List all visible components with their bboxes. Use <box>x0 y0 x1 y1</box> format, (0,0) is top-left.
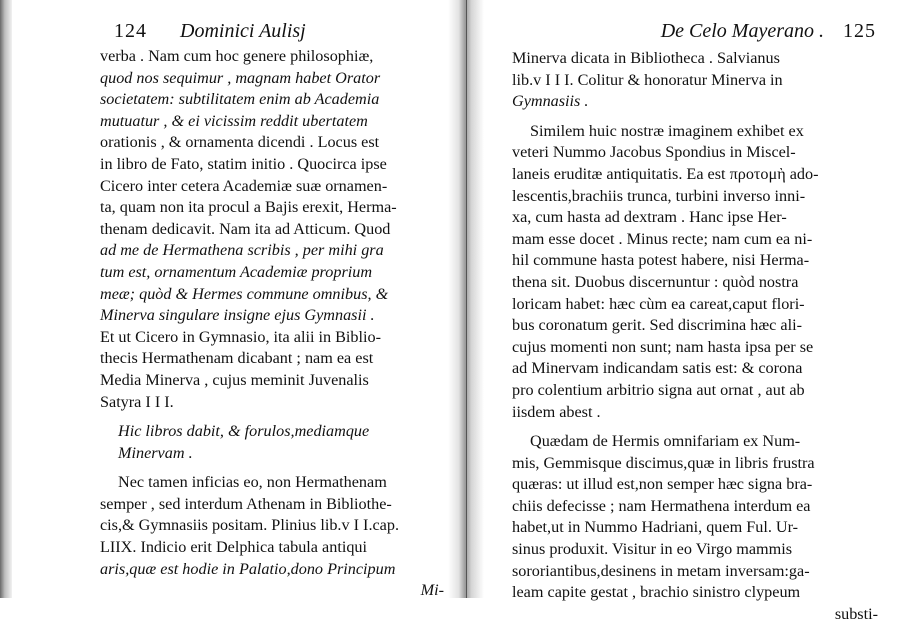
text-line: leam capite gestat , brachio sinistro clypeum <box>512 583 801 602</box>
text-line: Minervam . <box>118 443 193 462</box>
text-line: Minerva singulare insigne ejus Gymnasii . <box>100 306 375 325</box>
text-line: Gymnasiis . <box>512 92 589 111</box>
text-line: societatem: subtilitatem enim ab Academia <box>100 90 380 109</box>
text-line: sororiantibus,desinens in metam inversam:ga- <box>512 561 810 580</box>
text-line: chiis defecisse ; nam Hermathena interdum ea <box>512 496 811 515</box>
text-line: verba . Nam cum hoc genere philosophiæ, <box>100 47 374 65</box>
text-line: ta, quam non ita procul a Bajis erexit, Herma- <box>100 198 397 217</box>
left-running-title: Dominici Aulisj <box>180 20 306 42</box>
text-line: orationis , & ornamenta dicendi . Locus est <box>100 133 380 152</box>
text-line: meæ; quòd & Hermes commune omnibus, & <box>100 284 389 303</box>
text-line: iisdem abest . <box>512 402 601 421</box>
text-line: aris,quæ est hodie in Palatio,dono Principum <box>100 559 396 578</box>
text-line: thena sit. Duobus discernuntur : quòd nostra <box>512 272 799 291</box>
text-line: Cicero inter cetera Academiæ suæ ornamen- <box>100 176 388 195</box>
left-page-text <box>100 46 450 602</box>
text-line: Et ut Cicero in Gymnasio, ita alii in Biblio- <box>100 327 381 346</box>
right-running-title: De Celo Mayerano . <box>660 20 824 42</box>
text-line: Minerva dicata in Bibliotheca . Salvianus <box>512 49 780 67</box>
text-line: xa, cum hasta ad dextram . Hanc ipse Her- <box>512 208 787 227</box>
text-line: lescentis,brachiis trunca, turbini inverso inni- <box>512 186 806 205</box>
text-line: ad me de Hermathena scribis , per mihi gra <box>100 241 384 260</box>
text-line: cis,& Gymnasiis positam. Plinius lib.v I I.cap. <box>100 516 400 535</box>
text-line: thecis Hermathenam dicabant ; nam ea est <box>100 349 374 368</box>
text-line: substi- <box>834 604 878 623</box>
gutter-fold-line <box>466 0 467 598</box>
text-line: Similem huic nostræ imaginem exhibet ex <box>530 121 804 140</box>
text-line: lib.v I I I. Colitur & honoratur Minerva in <box>512 70 783 89</box>
text-line: bus coronatum gerit. Sed discrimina hæc ali- <box>512 316 802 335</box>
text-line: mutuatur , & ei vicissim reddit ubertatem <box>100 111 368 130</box>
left-page-edge <box>0 0 12 598</box>
right-page-number: 125 <box>843 20 876 42</box>
text-line: semper , sed interdum Athenam in Bibliothe- <box>100 494 392 513</box>
text-line: loricam habet: hæc cùm ea careat,caput flori- <box>512 294 805 313</box>
text-line: tum est, ornamentum Academiæ proprium <box>100 262 373 281</box>
text-line: pro colentium arbitrio signa aut ornat , aut ab <box>512 380 805 399</box>
left-page-number: 124 <box>114 20 147 42</box>
text-line: mam esse docet . Minus recte; nam cum ea ni- <box>512 229 813 248</box>
text-line: thenam dedicavit. Nam ita ad Atticum. Quod <box>100 219 391 238</box>
right-running-head <box>512 18 884 44</box>
text-line: sinus produxit. Visitur in eo Virgo mammis <box>512 540 792 559</box>
text-line: habet,ut in Nummo Hadriani, quem Ful. Ur- <box>512 518 799 537</box>
text-line: Quædam de Hermis omnifariam ex Num- <box>530 432 801 451</box>
text-line: Hic libros dabit, & forulos,mediamque <box>118 422 370 441</box>
text-line: veteri Nummo Jacobus Spondius in Miscel- <box>512 143 796 162</box>
right-page-text <box>512 48 884 625</box>
text-line: in libro de Fato, statim initio . Quocirca ipse <box>100 154 387 173</box>
right-page <box>512 0 884 623</box>
text-line: laneis eruditæ antiquitatis. Ea est προτομὴ ado- <box>512 164 819 183</box>
text-line: quæras: ut illud est,non semper hæc signa bra- <box>512 475 813 494</box>
text-line: quod nos sequimur , magnam habet Orator <box>100 68 381 87</box>
text-line: LIIX. Indicio erit Delphica tabula antiqui <box>100 538 367 557</box>
text-line: Media Minerva , cujus meminit Juvenalis <box>100 370 369 389</box>
text-line: cujus momenti non sunt; nam hasta ipsa per se <box>512 337 814 356</box>
text-line: Nec tamen inficias eo, non Hermathenam <box>118 473 387 492</box>
text-line: mis, Gemmisque discimus,quæ in libris frustra <box>512 453 815 472</box>
left-running-head <box>100 18 450 44</box>
text-line: Satyra I I I. <box>100 392 174 411</box>
text-line: hil commune hasta potest habere, nisi Herma- <box>512 251 810 270</box>
text-line: ad Minervam indicandam satis est: & corona <box>512 359 803 378</box>
left-page <box>100 0 450 598</box>
text-line: Mi- <box>420 581 444 600</box>
